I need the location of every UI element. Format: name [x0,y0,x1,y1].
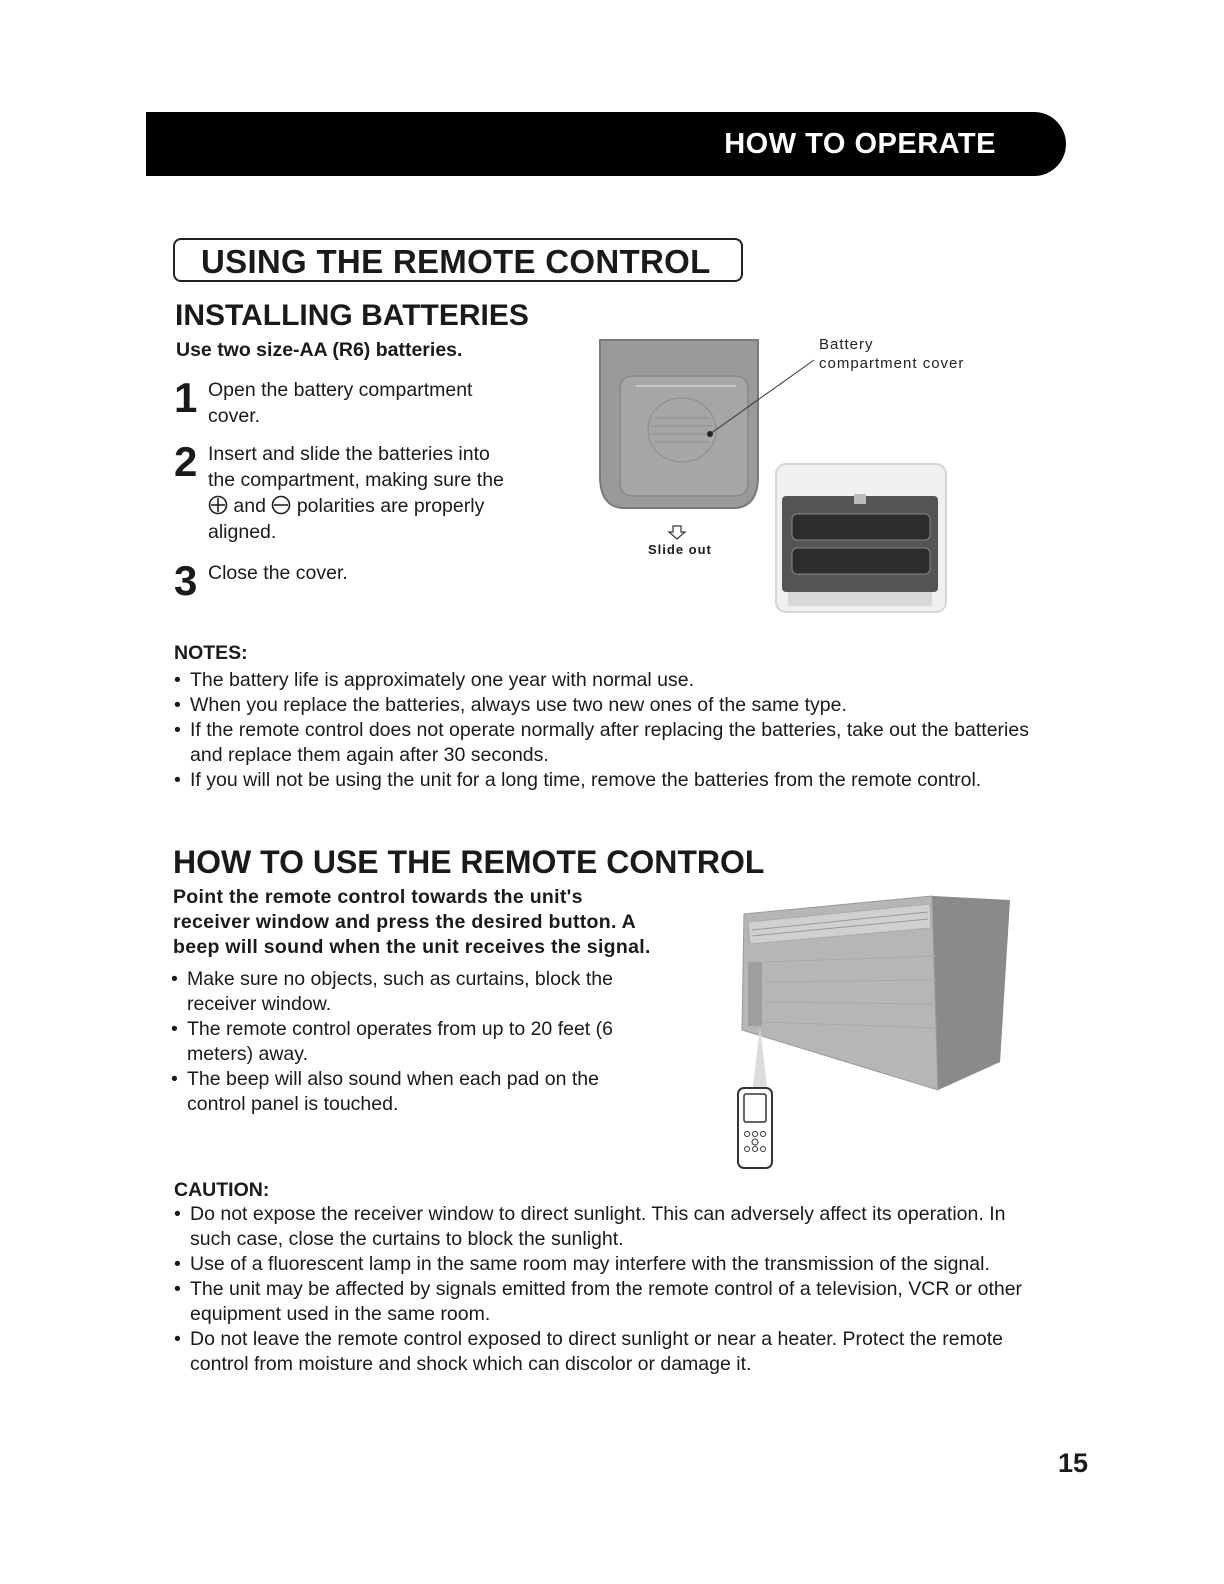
slide-out-label: Slide out [648,542,712,557]
step-number: 3 [174,557,198,604]
step-text: Open the battery compartment cover. [208,379,473,427]
list-item: • The remote control operates from up to 20 feet (6 meters) away. [171,1017,657,1067]
list-item: • The beep will also sound when each pad on the control panel is touched. [171,1067,657,1117]
step-2-text-before: Insert and slide the batteries into the compartment, making sure the [208,443,504,491]
list-item: • Use of a fluorescent lamp in the same room may interfere with the transmission of the signal. [174,1252,1049,1277]
list-item: • When you replace the batteries, always use two new ones of the same type. [174,693,1034,718]
list-item: • If you will not be using the unit for a long time, remove the batteries from the remote control. [174,768,1034,793]
notes-list [174,668,1034,793]
step-number: 2 [174,438,198,485]
list-item: • Make sure no objects, such as curtains, block the receiver window. [171,967,657,1017]
section-title: USING THE REMOTE CONTROL [201,243,711,280]
step-2-text-and: and [233,495,266,517]
batteries-subheading: Use two size-AA (R6) batteries. [176,339,463,361]
list-item: • The battery life is approximately one year with normal use. [174,668,1034,693]
installing-batteries-heading: INSTALLING BATTERIES [175,299,529,332]
list-item: • The unit may be affected by signals emitted from the remote control of a television, VCR or other equipment used in the same room. [174,1277,1049,1327]
battery-compartment-illustration [596,336,956,616]
list-item: • If the remote control does not operate normally after replacing the batteries, take out the batteries and replace them again after 30 seconds. [174,718,1034,768]
usage-list [171,967,657,1117]
notes-heading: NOTES: [174,642,248,664]
plus-polarity-icon [208,495,228,515]
caution-heading: CAUTION: [174,1179,270,1201]
header-bar [146,112,1066,176]
step-2-text-after: polarities are properly aligned. [208,495,485,543]
how-to-use-heading: HOW TO USE THE REMOTE CONTROL [173,844,765,880]
step-text: Close the cover. [208,562,348,584]
list-item: • Do not expose the receiver window to direct sunlight. This can adversely affect its operation. In such case, close the curtains to block the sunlight. [174,1202,1049,1252]
usage-intro: Point the remote control towards the unit's receiver window and press the desired button. A beep will sound when the unit receives the signal. [173,886,651,958]
page-number: 15 [1057,1448,1088,1478]
air-conditioner-illustration [730,892,1020,1174]
minus-polarity-icon [271,495,291,515]
caution-list [174,1202,1049,1377]
section-title-box [173,238,743,282]
step-text [208,441,514,545]
list-item: • Do not leave the remote control exposed to direct sunlight or near a heater. Protect the remote control from moisture and shock which can discolor or damage it. [174,1327,1049,1377]
header-title: HOW TO OPERATE [724,128,996,160]
battery-cover-label: Battery compartment cover [819,336,965,372]
step-number: 1 [174,374,198,421]
